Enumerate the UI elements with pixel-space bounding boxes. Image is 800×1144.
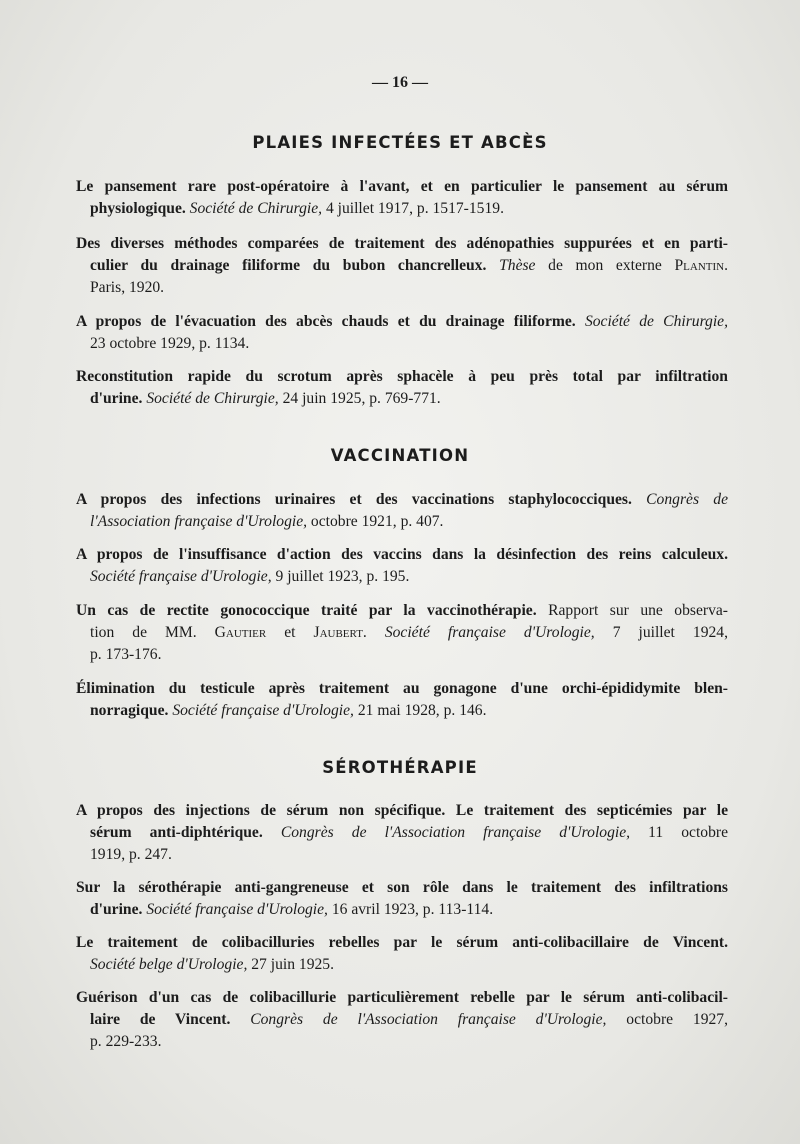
entry-line: norragique. Société française d'Urologie, 21 mai 1928, p. 146. xyxy=(90,702,487,719)
entry-line: physiologique. Société de Chirurgie, 4 juillet 1917, p. 1517-1519. xyxy=(90,200,504,217)
bibliography-entry xyxy=(76,366,728,410)
entry-line: A propos des infections urinaires et des vaccinations staphylococciques. Congrès de xyxy=(76,491,728,508)
entry-line: Société belge d'Urologie, 27 juin 1925. xyxy=(90,956,334,973)
entry-line: 23 octobre 1929, p. 1134. xyxy=(90,335,250,352)
entry-line: Société française d'Urologie, 9 juillet 1923, p. 195. xyxy=(90,568,410,585)
bibliography-entry xyxy=(76,311,728,355)
section-title-serotherapie: SÉROTHÉRAPIE xyxy=(322,758,478,777)
entry-line: A propos de l'insuffisance d'action des vaccins dans la désinfection des reins calculeux. xyxy=(76,546,728,563)
entry-line: Sur la sérothérapie anti-gangreneuse et son rôle dans le traitement des infiltrations xyxy=(76,879,728,896)
bibliography-entry xyxy=(76,987,728,1053)
bibliography-entry xyxy=(76,233,728,299)
entry-line: Paris, 1920. xyxy=(90,279,165,296)
bibliography-entry xyxy=(76,489,728,533)
entry-line: Guérison d'un cas de colibacillurie particulièrement rebelle par le sérum anti-colibacil- xyxy=(76,989,728,1006)
entry-line: A propos des injections de sérum non spécifique. Le traitement des septicémies par le xyxy=(76,802,728,819)
entry-line: culier du drainage filiforme du bubon chancrelleux. Thèse de mon externe Plantin. xyxy=(90,257,728,274)
entry-line: p. 173-176. xyxy=(90,646,162,663)
entry-line: Le traitement de colibacilluries rebelles par le sérum anti-colibacillaire de Vincent. xyxy=(76,934,728,951)
entry-line: Reconstitution rapide du scrotum après sphacèle à peu près total par infiltration xyxy=(76,368,728,385)
entry-line: d'urine. Société française d'Urologie, 16 avril 1923, p. 113-114. xyxy=(90,901,494,918)
entry-line: Le pansement rare post-opératoire à l'avant, et en particulier le pansement au sérum xyxy=(76,178,728,195)
entry-line: sérum anti-diphtérique. Congrès de l'Association française d'Urologie, 11 octobre xyxy=(90,824,728,841)
entry-line: laire de Vincent. Congrès de l'Association française d'Urologie, octobre 1927, xyxy=(90,1011,728,1028)
entry-line: Un cas de rectite gonococcique traité par la vaccinothérapie. Rapport sur une observa- xyxy=(76,602,728,619)
section-title-vaccination: VACCINATION xyxy=(330,446,470,465)
bibliography-entry xyxy=(76,176,728,220)
section-title-plaies: PLAIES INFECTÉES ET ABCÈS xyxy=(252,133,548,152)
entry-line: p. 229-233. xyxy=(90,1033,162,1050)
bibliography-entry xyxy=(76,932,728,976)
entry-line: l'Association française d'Urologie, octobre 1921, p. 407. xyxy=(90,513,444,530)
bibliography-entry xyxy=(76,678,728,722)
bibliography-entry xyxy=(76,877,728,921)
page-number: — 16 — xyxy=(372,74,428,91)
entry-line: Des diverses méthodes comparées de traitement des adénopathies suppurées et en parti- xyxy=(76,235,728,252)
entry-line: Élimination du testicule après traitement au gonagone d'une orchi-épididymite blen- xyxy=(76,680,728,697)
entry-line: 1919, p. 247. xyxy=(90,846,172,863)
bibliography-entry xyxy=(76,600,728,666)
entry-line: A propos de l'évacuation des abcès chauds et du drainage filiforme. Société de Chirurgie, xyxy=(76,313,729,330)
bibliography-entry xyxy=(76,800,728,866)
entry-line: tion de MM. Gautier et Jaubert. Société française d'Urologie, 7 juillet 1924, xyxy=(90,624,728,641)
entry-line: d'urine. Société de Chirurgie, 24 juin 1925, p. 769-771. xyxy=(90,390,441,407)
bibliography-entry xyxy=(76,544,728,588)
